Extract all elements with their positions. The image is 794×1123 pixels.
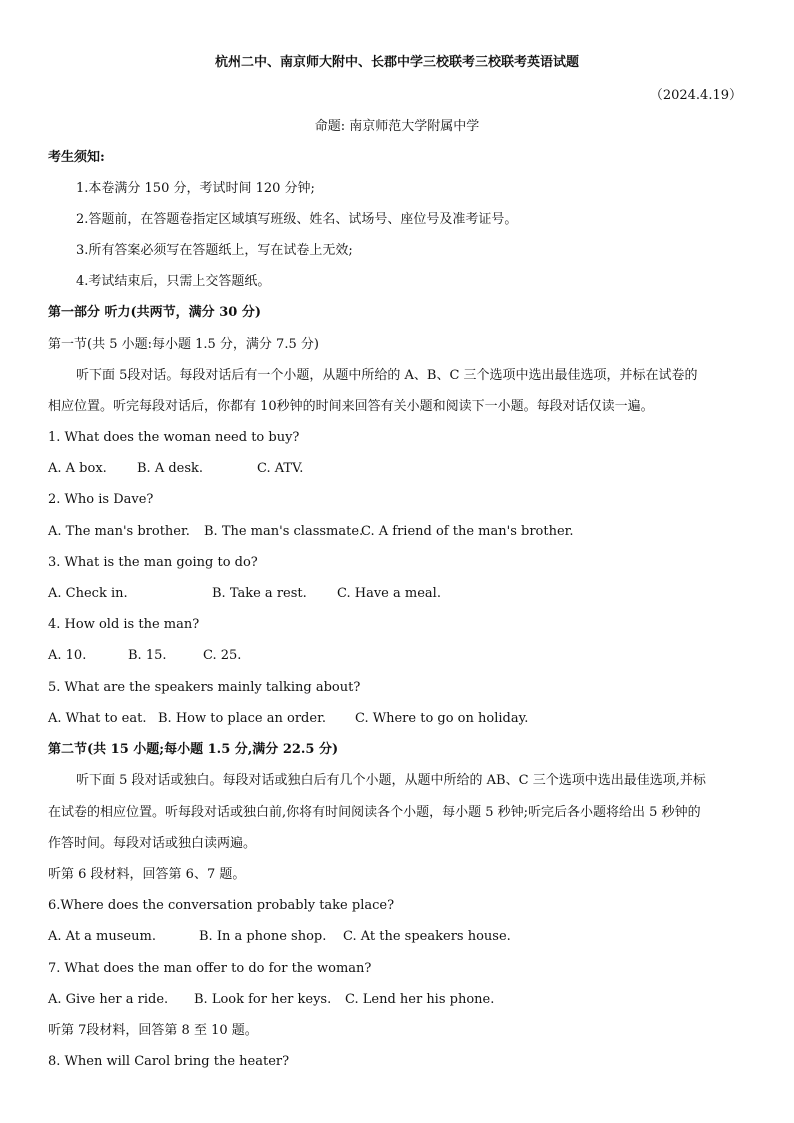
- option-b: B. Take a rest.: [212, 586, 307, 601]
- option-a: A. Give her a ride.: [48, 992, 169, 1007]
- option-b: B. A desk.: [137, 461, 204, 476]
- option-b: B. Look for her keys.: [194, 992, 332, 1007]
- question-text: 4. How old is the man?: [48, 617, 200, 632]
- option-c: C. Where to go on holiday.: [355, 711, 529, 726]
- question-text: 7. What does the man offer to do for the woman?: [48, 961, 372, 976]
- material-heading: 听第 6 段材料，回答第 6、7 题。: [48, 867, 246, 882]
- option-c: C. A friend of the man's brother.: [361, 524, 574, 539]
- question-text: 1. What does the woman need to buy?: [48, 430, 300, 445]
- option-c: C. ATV.: [257, 461, 304, 476]
- notice-item: 2.答题前，在答题卷指定区域填写班级、姓名、试场号、座位号及准考证号。: [76, 212, 518, 227]
- question-text: 2. Who is Dave?: [48, 492, 154, 507]
- section2-instructions: 在试卷的相应位置。听每段对话或独白前,你将有时间阅读各个小题，每小题 5 秒钟;听完后各小题将给出 5 秒钟的: [48, 805, 701, 820]
- section2-heading: 第二节(共 15 小题;每小题 1.5 分,满分 22.5 分): [48, 742, 339, 757]
- option-c: C. 25.: [203, 648, 242, 663]
- question-text: 5. What are the speakers mainly talking about?: [48, 680, 361, 695]
- question-text: 6.Where does the conversation probably take place?: [48, 898, 395, 913]
- option-b: B. How to place an order.: [158, 711, 326, 726]
- option-b: B. In a phone shop.: [199, 929, 327, 944]
- option-c: C. At the speakers house.: [343, 929, 511, 944]
- section2-instructions: 作答时间。每段对话或独白读两遍。: [48, 836, 257, 851]
- option-b: B. 15.: [128, 648, 167, 663]
- option-b: B. The man's classmate.: [204, 524, 364, 539]
- question-text: 8. When will Carol bring the heater?: [48, 1054, 290, 1069]
- notice-item: 3.所有答案必须写在答题纸上，写在试卷上无效;: [76, 243, 353, 258]
- notice-heading: 考生须知:: [48, 150, 105, 165]
- option-a: A. What to eat.: [48, 711, 147, 726]
- option-a: A. 10.: [48, 648, 87, 663]
- notice-item: 1.本卷满分 150 分，考试时间 120 分钟;: [76, 181, 315, 196]
- notice-item: 4.考试结束后，只需上交答题纸。: [76, 274, 271, 289]
- material-heading: 听第 7段材料，回答第 8 至 10 题。: [48, 1023, 258, 1038]
- part1-heading: 第一部分 听力(共两节，满分 30 分): [48, 305, 261, 320]
- section1-instructions: 相应位置。听完每段对话后，你都有 10秒钟的时间来回答有关小题和阅读下一小题。每段对话仅读一遍。: [48, 399, 654, 414]
- option-a: A. Check in.: [48, 586, 128, 601]
- option-c: C. Lend her his phone.: [345, 992, 495, 1007]
- exam-author: 命题: 南京师范大学附属中学: [314, 119, 480, 134]
- section1-instructions: 听下面 5段对话。每段对话后有一个小题，从题中所给的 A、B、C 三个选项中选出最佳选项，并标在试卷的: [76, 368, 698, 383]
- section2-instructions: 听下面 5 段对话或独白。每段对话或独白后有几个小题，从题中所给的 AB、C 三个选项中选出最佳选项,并标: [76, 773, 706, 788]
- exam-date: （2024.4.19）: [649, 88, 742, 103]
- option-a: A. The man's brother.: [48, 524, 190, 539]
- option-a: A. A box.: [48, 461, 107, 476]
- option-c: C. Have a meal.: [337, 586, 441, 601]
- question-text: 3. What is the man going to do?: [48, 555, 258, 570]
- option-a: A. At a museum.: [48, 929, 156, 944]
- exam-title: 杭州二中、南京师大附中、长郡中学三校联考三校联考英语试题: [214, 55, 579, 70]
- section1-heading: 第一节(共 5 小题:每小题 1.5 分，满分 7.5 分): [48, 337, 319, 352]
